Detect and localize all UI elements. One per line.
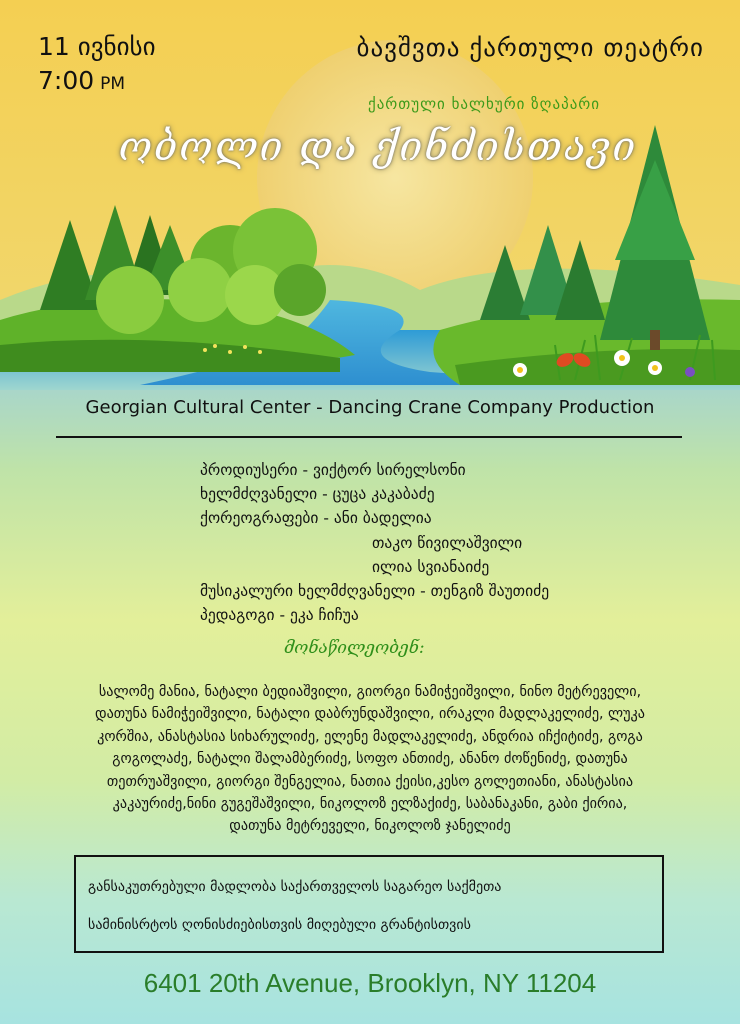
time-value: 7:00 xyxy=(38,66,95,95)
participants-heading: მონაწილეობენ: xyxy=(284,638,425,658)
cast-line: სალომე მანია, ნატალი ბედიაშვილი, გიორგი ნამიჭეიშვილი, ნინო მეტრეველი, xyxy=(98,684,642,700)
production-line: Georgian Cultural Center - Dancing Crane Company Production xyxy=(85,397,655,418)
cast-line: დათუნა ნამიჭეიშვილი, ნატალი დაბრუნდაშვილი, ირაკლი მადლაკელიძე, ლუკა xyxy=(94,706,646,723)
time-suffix: PM xyxy=(100,74,126,94)
cast-line: კორშია, ანასტასია სიხარულიძე, ელენე მადლაკელიძე, ანდრია იჩქიტიძე, გოგა xyxy=(97,728,643,745)
thanks-line-1: განსაკუთრებული მადლობა საქართველოს საგარეო საქმეთა xyxy=(88,879,502,895)
event-date: 11 ივნისი xyxy=(38,32,156,61)
credit-choreographers: ქორეოგრაფები - ანი ბადელია xyxy=(200,509,432,528)
subtitle: ქართული ხალხური ზღაპარი xyxy=(368,95,601,113)
credit-producer: პროდიუსერი - ვიქტორ სირელსონი xyxy=(200,461,466,479)
credit-music-director: მუსიკალური ხელმძღვანელი - თენგიზ შაუთიძე xyxy=(200,582,550,601)
play-title: ობოლი და ქინძისთავი xyxy=(118,124,638,170)
theatre-name: ბავშვთა ქართული თეატრი xyxy=(356,33,704,62)
divider xyxy=(56,436,682,438)
thanks-box xyxy=(74,855,664,953)
credit-choreographer-2: თაკო წივილაშვილი xyxy=(372,533,523,552)
credit-choreographer-3: ილია სვიანაიძე xyxy=(372,557,490,576)
cast-line: კაკაურიძე,ნინი გუგეშაშვილი, ნიკოლოზ ელზაქიძე, საბანაკანი, გაბი ქირია, xyxy=(112,796,628,813)
cast-line: დათუნა მეტრეველი, ნიკოლოზ ჯანელიძე xyxy=(229,818,511,835)
credit-teacher: პედაგოგი - ეკა ჩიჩუა xyxy=(200,606,359,625)
event-time xyxy=(38,66,125,95)
cast-list xyxy=(20,681,720,838)
credit-director: ხელმძღვანელი - ცუცა კაკაბაძე xyxy=(200,485,435,504)
thanks-line-2: სამინისრტოს ღონისძიებისთვის მიღებული გრანტისთვის xyxy=(88,917,471,933)
venue-address: 6401 20th Avenue, Brooklyn, NY 11204 xyxy=(143,968,597,998)
cast-line: თეთრუაშვილი, გიორგი შენგელია, ნათია ქეისი,კესო გოლეთიანი, ანასტასია xyxy=(106,773,634,790)
cast-line: გოგოლაძე, ნატალი შალამბერიძე, სოფო ანთიძე, ანანო ძოწენიძე, დათუნა xyxy=(112,751,628,768)
credits-list xyxy=(200,458,549,627)
